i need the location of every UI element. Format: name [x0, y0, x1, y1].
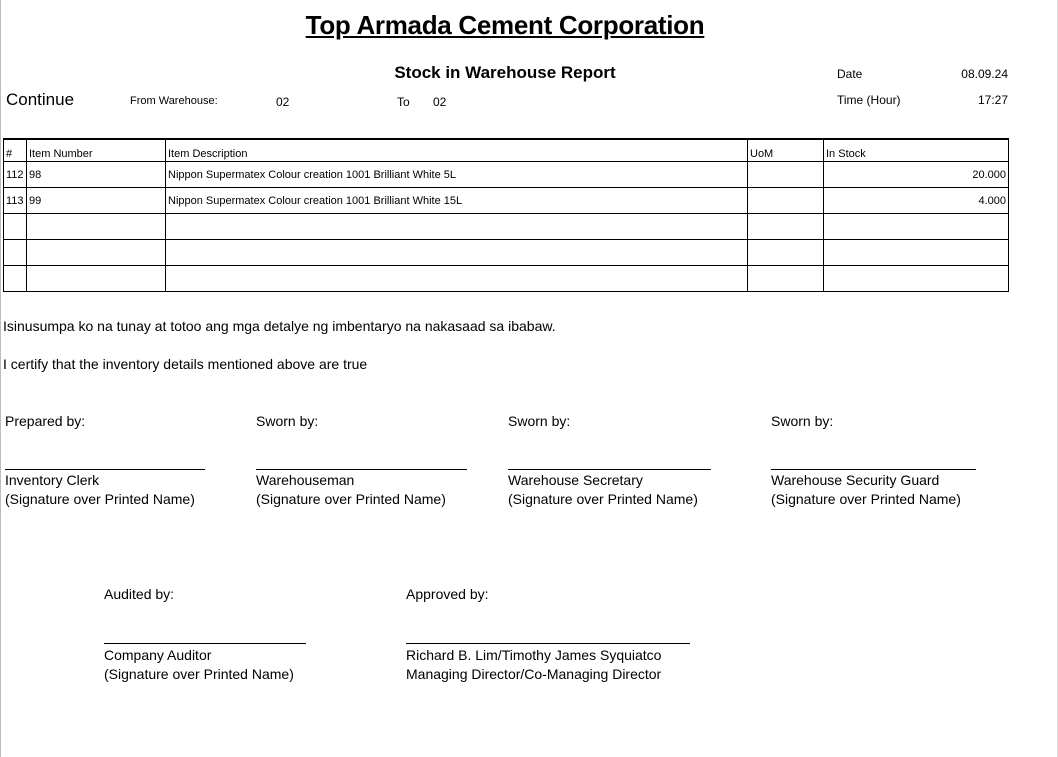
- date-label: Date: [837, 67, 863, 81]
- sworn-by-role: Warehouseman: [256, 472, 355, 488]
- audited-by-note: (Signature over Printed Name): [104, 666, 294, 682]
- row-number: 112: [4, 162, 27, 188]
- audited-by-role: Company Auditor: [104, 647, 212, 663]
- signature-line: [104, 629, 306, 649]
- from-warehouse-label: From Warehouse:: [130, 95, 218, 107]
- time-label: Time (Hour): [837, 93, 901, 107]
- row-number: 113: [4, 188, 27, 214]
- signature-line: [406, 629, 690, 649]
- table-row-empty: [4, 240, 1009, 266]
- row-uom: [748, 162, 824, 188]
- sworn-by-label: Sworn by:: [508, 413, 571, 429]
- report-title: Stock in Warehouse Report: [394, 63, 616, 82]
- row-in-stock: 20.000: [824, 162, 1009, 188]
- table-row-empty: [4, 266, 1009, 292]
- prepared-by-role: Inventory Clerk: [5, 472, 100, 488]
- stock-table: [3, 138, 1009, 292]
- approved-by-names: Richard B. Lim/Timothy James Syquiatco: [406, 647, 662, 663]
- sworn-by-note: (Signature over Printed Name): [771, 491, 961, 507]
- row-item-number: 99: [27, 188, 166, 214]
- to-warehouse-value: 02: [433, 95, 447, 109]
- to-warehouse-label: To: [397, 95, 410, 109]
- sworn-by-label: Sworn by:: [771, 413, 834, 429]
- company-name: Top Armada Cement Corporation: [305, 10, 705, 40]
- col-header-item-description: Item Description: [166, 139, 748, 162]
- from-warehouse-value: 02: [276, 95, 290, 109]
- row-item-number: 98: [27, 162, 166, 188]
- col-header-item-number: Item Number: [27, 139, 166, 162]
- col-header-uom: UoM: [748, 139, 824, 162]
- sworn-by-role: Warehouse Security Guard: [771, 472, 940, 488]
- tagalog-certification: Isinusumpa ko na tunay at totoo ang mga detalye ng imbentaryo na nakasaad sa ibabaw.: [3, 318, 556, 334]
- prepared-by-note: (Signature over Printed Name): [5, 491, 195, 507]
- approved-by-titles: Managing Director/Co-Managing Director: [406, 666, 662, 682]
- sworn-by-role: Warehouse Secretary: [508, 472, 643, 488]
- table-row: [4, 188, 1009, 214]
- col-header-number: #: [4, 139, 27, 162]
- col-header-in-stock: In Stock: [824, 139, 1009, 162]
- approved-by-label: Approved by:: [406, 586, 489, 602]
- row-in-stock: 4.000: [824, 188, 1009, 214]
- row-item-description: Nippon Supermatex Colour creation 1001 Brilliant White 15L: [166, 188, 748, 214]
- table-row-empty: [4, 214, 1009, 240]
- time-value: 17:27: [977, 93, 1008, 107]
- sworn-by-note: (Signature over Printed Name): [256, 491, 446, 507]
- table-row: [4, 162, 1009, 188]
- table-header-row: [4, 139, 1009, 162]
- date-value: 08.09.24: [961, 67, 1008, 81]
- page-border-left: [0, 0, 1, 757]
- continue-label: Continue: [6, 90, 75, 109]
- row-uom: [748, 188, 824, 214]
- prepared-by-label: Prepared by:: [5, 413, 86, 429]
- row-item-description: Nippon Supermatex Colour creation 1001 Brilliant White 5L: [166, 162, 748, 188]
- sworn-by-note: (Signature over Printed Name): [508, 491, 698, 507]
- sworn-by-label: Sworn by:: [256, 413, 319, 429]
- english-certification: I certify that the inventory details mentioned above are true: [3, 356, 368, 372]
- audited-by-label: Audited by:: [104, 586, 175, 602]
